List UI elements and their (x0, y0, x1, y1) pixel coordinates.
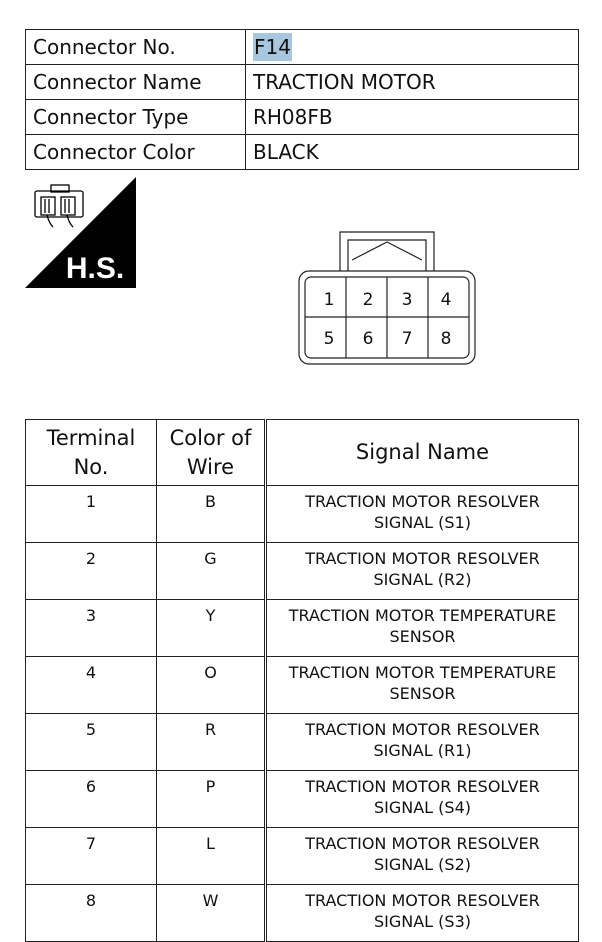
connector-number-row (26, 30, 579, 65)
hs-badge (25, 177, 136, 288)
wire-color-cell: Y (157, 600, 266, 657)
connector-name-row (26, 65, 579, 100)
signal-name-line: TRACTION MOTOR RESOLVER (305, 549, 540, 568)
table-row (26, 714, 579, 771)
table-row (26, 657, 579, 714)
signal-name-cell (266, 543, 579, 600)
terminal-number-cell: 6 (26, 771, 157, 828)
terminal-label: 7 (401, 329, 413, 349)
terminal-table-header (26, 420, 579, 486)
wire-color-cell: P (157, 771, 266, 828)
hs-badge-text: H.S. (65, 252, 125, 285)
terminal-number-cell: 2 (26, 543, 157, 600)
connector-number-label: Connector No. (26, 30, 246, 65)
wire-color-cell: R (157, 714, 266, 771)
table-row (26, 828, 579, 885)
terminal-table-body (26, 486, 579, 942)
terminal-label: 4 (440, 290, 452, 310)
table-row (26, 771, 579, 828)
wire-color-cell: B (157, 486, 266, 543)
signal-name-line: SIGNAL (S3) (373, 912, 471, 931)
signal-name-line: TRACTION MOTOR RESOLVER (305, 492, 540, 511)
connector-name-label: Connector Name (26, 65, 246, 100)
terminal-label: 2 (362, 290, 374, 310)
connector-info-table (25, 29, 579, 170)
table-row (26, 486, 579, 543)
signal-name-line: SIGNAL (R1) (373, 741, 472, 760)
connector-color-label: Connector Color (26, 135, 246, 170)
signal-name-header: Signal Name (266, 420, 579, 486)
table-row (26, 885, 579, 942)
connector-type-label: Connector Type (26, 100, 246, 135)
terminal-label: 8 (440, 329, 452, 349)
signal-name-line: TRACTION MOTOR RESOLVER (305, 720, 540, 739)
connector-plug-icon (35, 185, 83, 227)
wire-color-cell: O (157, 657, 266, 714)
connector-face-diagram (298, 230, 476, 366)
table-row (26, 543, 579, 600)
terminal-number-cell: 4 (26, 657, 157, 714)
signal-name-line: SIGNAL (R2) (373, 570, 472, 589)
terminal-table (25, 419, 579, 942)
connector-color-row (26, 135, 579, 170)
wire-color-header: Color of Wire (157, 420, 266, 486)
connector-name-value: TRACTION MOTOR (246, 65, 579, 100)
signal-name-cell (266, 771, 579, 828)
terminal-number-cell: 7 (26, 828, 157, 885)
terminal-no-header: Terminal No. (26, 420, 157, 486)
connector-type-value: RH08FB (246, 100, 579, 135)
signal-name-line: SIGNAL (S2) (373, 855, 471, 874)
signal-name-line: SENSOR (389, 684, 456, 703)
signal-name-line: TRACTION MOTOR RESOLVER (305, 891, 540, 910)
signal-name-cell (266, 828, 579, 885)
wire-color-cell: L (157, 828, 266, 885)
signal-name-cell (266, 885, 579, 942)
signal-name-line: TRACTION MOTOR TEMPERATURE (288, 606, 557, 625)
connector-number-value[interactable]: F14 (254, 35, 291, 59)
signal-name-line: SIGNAL (S4) (373, 798, 471, 817)
signal-name-line: TRACTION MOTOR RESOLVER (305, 777, 540, 796)
wire-color-cell: W (157, 885, 266, 942)
terminal-number-cell: 5 (26, 714, 157, 771)
terminal-number-cell: 8 (26, 885, 157, 942)
signal-name-line: TRACTION MOTOR TEMPERATURE (288, 663, 557, 682)
terminal-label: 5 (323, 329, 335, 349)
signal-name-cell (266, 600, 579, 657)
terminal-label: 6 (362, 329, 374, 349)
terminal-number-cell: 3 (26, 600, 157, 657)
signal-name-cell (266, 714, 579, 771)
connector-type-row (26, 100, 579, 135)
signal-name-line: SENSOR (389, 627, 456, 646)
terminal-label: 3 (401, 290, 413, 310)
terminal-number-cell: 1 (26, 486, 157, 543)
terminal-label: 1 (323, 290, 335, 310)
table-row (26, 600, 579, 657)
wire-color-cell: G (157, 543, 266, 600)
signal-name-cell (266, 486, 579, 543)
signal-name-cell (266, 657, 579, 714)
connector-color-value: BLACK (246, 135, 579, 170)
signal-name-line: SIGNAL (S1) (373, 513, 471, 532)
signal-name-line: TRACTION MOTOR RESOLVER (305, 834, 540, 853)
